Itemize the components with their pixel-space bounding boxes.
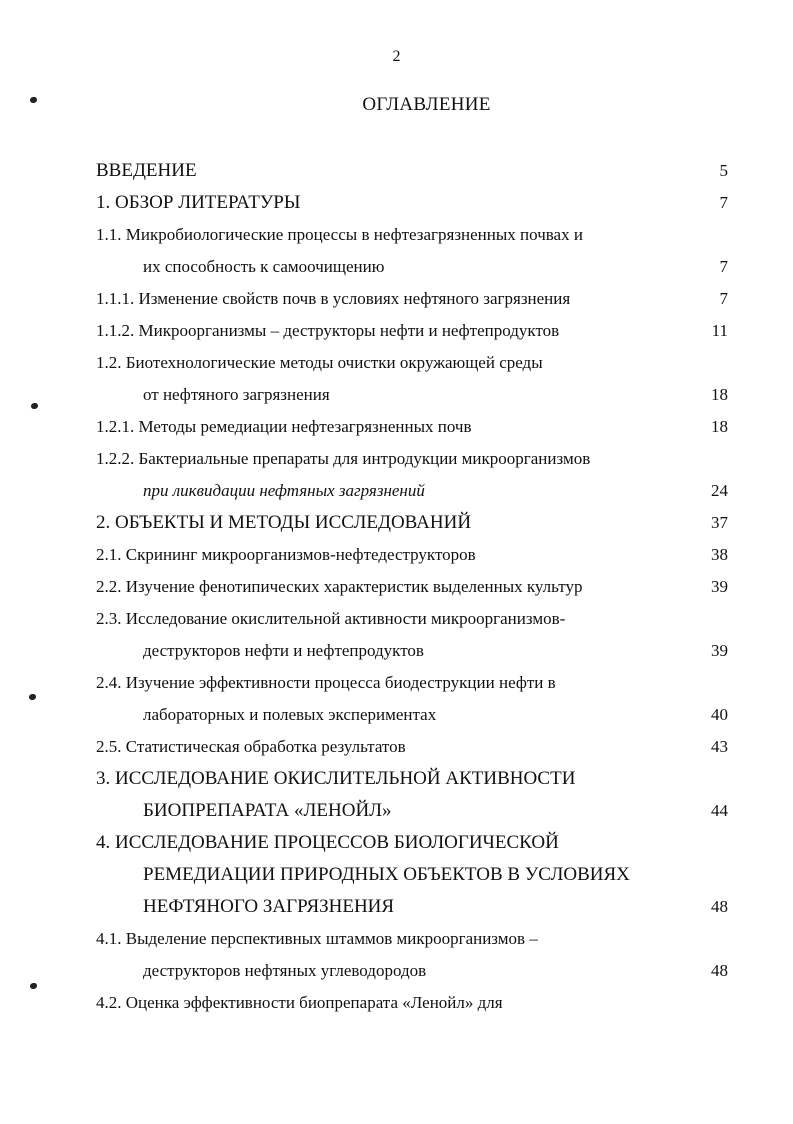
toc-entry-1-1-1[interactable] [96,284,728,316]
toc-entry-title-cont: деструкторов нефтяных углеводородов [143,961,427,980]
toc-entry-title-cont: от нефтяного загрязнения [143,385,330,404]
toc-entry-chapter-4[interactable] [96,828,728,924]
page-title: ОГЛАВЛЕНИЕ [362,94,491,115]
toc-entry-chapter-1[interactable] [96,188,728,220]
toc-entry-page: 18 [711,417,728,436]
toc-entry-title: 4. ИССЛЕДОВАНИЕ ПРОЦЕССОВ БИОЛОГИЧЕСКОЙ [96,832,559,853]
toc-entry-title-cont: РЕМЕДИАЦИИ ПРИРОДНЫХ ОБЪЕКТОВ В УСЛОВИЯХ [143,864,630,885]
toc-entry-1-2-2[interactable] [96,444,728,508]
toc-entry-title: 2.3. Исследование окислительной активности микроорганизмов- [96,609,566,628]
toc-entry-title: 1. ОБЗОР ЛИТЕРАТУРЫ [96,192,301,213]
toc-entry-page: 48 [711,897,728,916]
table-of-contents [96,156,728,1020]
toc-entry-title: 1.1.2. Микроорганизмы – деструкторы нефти и нефтепродуктов [96,321,560,340]
toc-entry-title-cont: их способность к самоочищению [143,257,385,276]
toc-entry-title: 3. ИССЛЕДОВАНИЕ ОКИСЛИТЕЛЬНОЙ АКТИВНОСТИ [96,768,576,789]
toc-entry-1-1[interactable] [96,220,728,284]
toc-entry-title: 2.2. Изучение фенотипических характеристик выделенных культур [96,577,583,596]
toc-entry-2-2[interactable] [96,572,728,604]
toc-entry-2-5[interactable] [96,732,728,764]
toc-entry-title: 2.4. Изучение эффективности процесса биодеструкции нефти в [96,673,556,692]
toc-entry-2-1[interactable] [96,540,728,572]
toc-entry-4-1[interactable] [96,924,728,988]
scan-mark [29,694,36,700]
toc-entry-title-cont: лабораторных и полевых экспериментах [143,705,437,724]
toc-entry-title-cont: БИОПРЕПАРАТА «ЛЕНОЙЛ» [143,800,392,821]
toc-entry-title: ВВЕДЕНИЕ [96,160,197,181]
toc-entry-chapter-3[interactable] [96,764,728,828]
toc-entry-1-2[interactable] [96,348,728,412]
scan-mark [30,97,37,103]
toc-entry-title: 1.2.1. Методы ремедиации нефтезагрязненных почв [96,417,472,436]
toc-entry-page: 43 [711,737,728,756]
page-number: 2 [392,48,401,65]
toc-entry-2-3[interactable] [96,604,728,668]
toc-entry-page: 7 [719,193,728,212]
toc-entry-2-4[interactable] [96,668,728,732]
toc-entry-4-2[interactable] [96,988,728,1020]
toc-entry-chapter-2[interactable] [96,508,728,540]
toc-entry-page: 48 [711,961,728,980]
toc-entry-introduction[interactable] [96,156,728,188]
scan-mark [30,983,37,989]
toc-entry-title: 4.2. Оценка эффективности биопрепарата «Ленойл» для [96,993,503,1012]
toc-entry-title: 2. ОБЪЕКТЫ И МЕТОДЫ ИССЛЕДОВАНИЙ [96,512,472,533]
toc-entry-page: 24 [711,481,728,500]
toc-entry-page: 38 [711,545,728,564]
toc-entry-1-1-2[interactable] [96,316,728,348]
toc-entry-page: 39 [711,641,728,660]
toc-entry-page: 40 [711,705,728,724]
toc-entry-title: 1.2.2. Бактериальные препараты для интродукции микроорганизмов [96,449,591,468]
toc-entry-page: 18 [711,385,728,404]
toc-entry-title: 4.1. Выделение перспективных штаммов микроорганизмов – [96,929,538,948]
scan-mark [31,403,38,409]
toc-entry-page: 5 [719,161,728,180]
toc-entry-title: 1.1.1. Изменение свойств почв в условиях нефтяного загрязнения [96,289,571,308]
toc-entry-page: 11 [711,321,728,340]
toc-entry-page: 39 [711,577,728,596]
toc-entry-title: 1.2. Биотехнологические методы очистки окружающей среды [96,353,543,372]
toc-entry-title-cont: деструкторов нефти и нефтепродуктов [143,641,424,660]
toc-entry-title-cont: НЕФТЯНОГО ЗАГРЯЗНЕНИЯ [143,896,395,917]
toc-entry-page: 7 [719,289,728,308]
toc-entry-title: 1.1. Микробиологические процессы в нефтезагрязненных почвах и [96,225,583,244]
toc-entry-1-2-1[interactable] [96,412,728,444]
toc-entry-page: 7 [719,257,728,276]
toc-entry-title: 2.5. Статистическая обработка результатов [96,737,406,756]
toc-entry-page: 44 [711,801,728,820]
toc-entry-title-cont: при ликвидации нефтяных загрязнений [143,481,425,500]
toc-entry-title: 2.1. Скрининг микроорганизмов-нефтедеструкторов [96,545,476,564]
toc-entry-page: 37 [711,513,728,532]
